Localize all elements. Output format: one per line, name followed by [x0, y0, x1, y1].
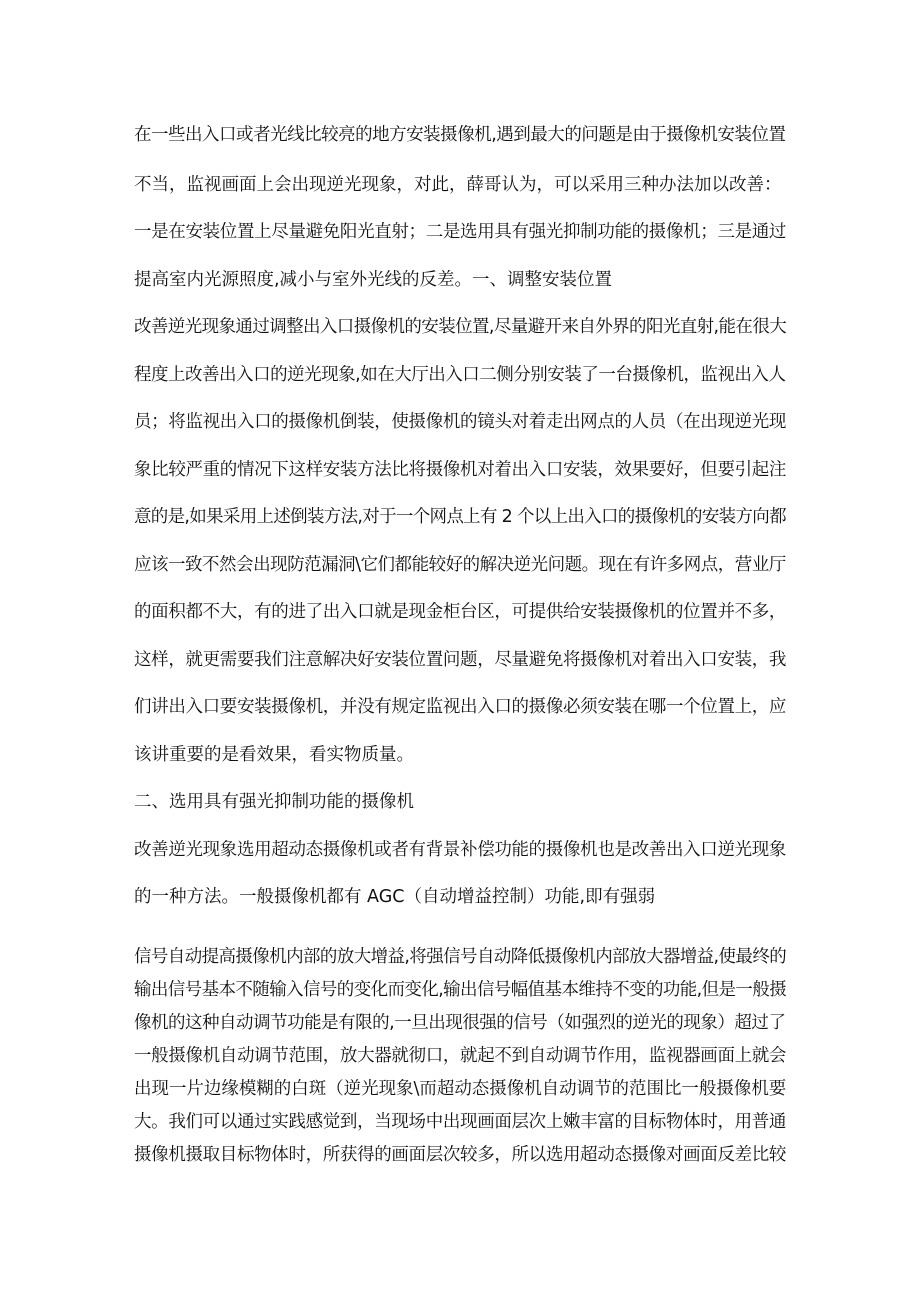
text-line: 像机的这种自动调节功能是有限的,一旦出现很强的信号（如强烈的逆光的现象）超过了 [134, 1013, 786, 1033]
text-line: 一般摄像机自动调节范围，放大器就彻口，就起不到自动调节作用，监视器画面上就会 [134, 1046, 787, 1066]
text-line: 信号自动提高摄像机内部的放大增益,将强信号自动降低摄像机内部放大器增益,使最终的 [134, 947, 787, 967]
text-line: 的一种方法。一般摄像机都有 AGC（自动增益控制）功能,即有强弱 [134, 887, 656, 907]
text-line: 一是在安装位置上尽量避免阳光直射；二是选用具有强光抑制功能的摄像机；三是通过 [134, 222, 787, 242]
text-line: 改善逆光现象选用超动态摄像机或者有背景补偿功能的摄像机也是改善出入口逆光现象 [134, 840, 787, 860]
text-line: 这样，就更需要我们注意解决好安装位置问题，尽量避免将摄像机对着出入口安装，我 [134, 650, 787, 670]
text-line: 输出信号基本不随输入信号的变化而变化,输出信号幅值基本维持不变的功能,但是一般摄 [134, 980, 787, 1000]
text-line: 员；将监视出入口的摄像机倒装，使摄像机的镜头对着走出网点的人员（在出现逆光现 [134, 412, 787, 432]
text-line: 们讲出入口要安装摄像机，并没有规定监视出入口的摄像必须安装在哪一个位置上，应 [134, 697, 787, 717]
text-line: 提高室内光源照度,减小与室外光线的反差。一、调整安装位置 [134, 270, 613, 290]
text-line: 程度上改善出入口的逆光现象,如在大厅出入口二侧分别安装了一台摄像机，监视出入人 [134, 365, 786, 385]
text-line: 象比较严重的情况下这样安装方法比将摄像机对着出入口安装，效果要好，但要引起注 [134, 460, 787, 480]
text-line: 不当，监视画面上会出现逆光现象，对此，薛哥认为，可以采用三种办法加以改善： [134, 175, 782, 195]
text-line: 该讲重要的是看效果，看实物质量。 [134, 745, 414, 765]
text-line: 摄像机摄取目标物体时，所获得的画面层次较多，所以选用超动态摄像对画面反差比较 [134, 1145, 787, 1165]
section-heading: 二、选用具有强光抑制功能的摄像机 [134, 792, 414, 812]
text-line: 应该一致不然会出现防范漏洞\它们都能较好的解决逆光问题。现在有许多网点，营业厅 [134, 555, 786, 575]
text-line: 的面积都不大，有的进了出入口就是现金柜台区，可提供给安装摄像机的位置并不多， [134, 602, 787, 622]
text-line: 大。我们可以通过实践感觉到，当现场中出现画面层次上嫩丰富的目标物体时，用普通 [134, 1112, 787, 1132]
text-line: 在一些出入口或者光线比较亮的地方安装摄像机,遇到最大的问题是由于摄像机安装位置 [134, 125, 786, 145]
text-line: 意的是,如果采用上述倒装方法,对于一个网点上有 2 个以上出入口的摄像机的安装方向都 [134, 507, 786, 527]
text-line: 改善逆光现象通过调整出入口摄像机的安装位置,尽量避开来自外界的阳光直射,能在很大 [134, 317, 787, 337]
text-line: 出现一片边缘模糊的白斑（逆光现象\而超动态摄像机自动调节的范围比一般摄像机要 [134, 1079, 787, 1099]
